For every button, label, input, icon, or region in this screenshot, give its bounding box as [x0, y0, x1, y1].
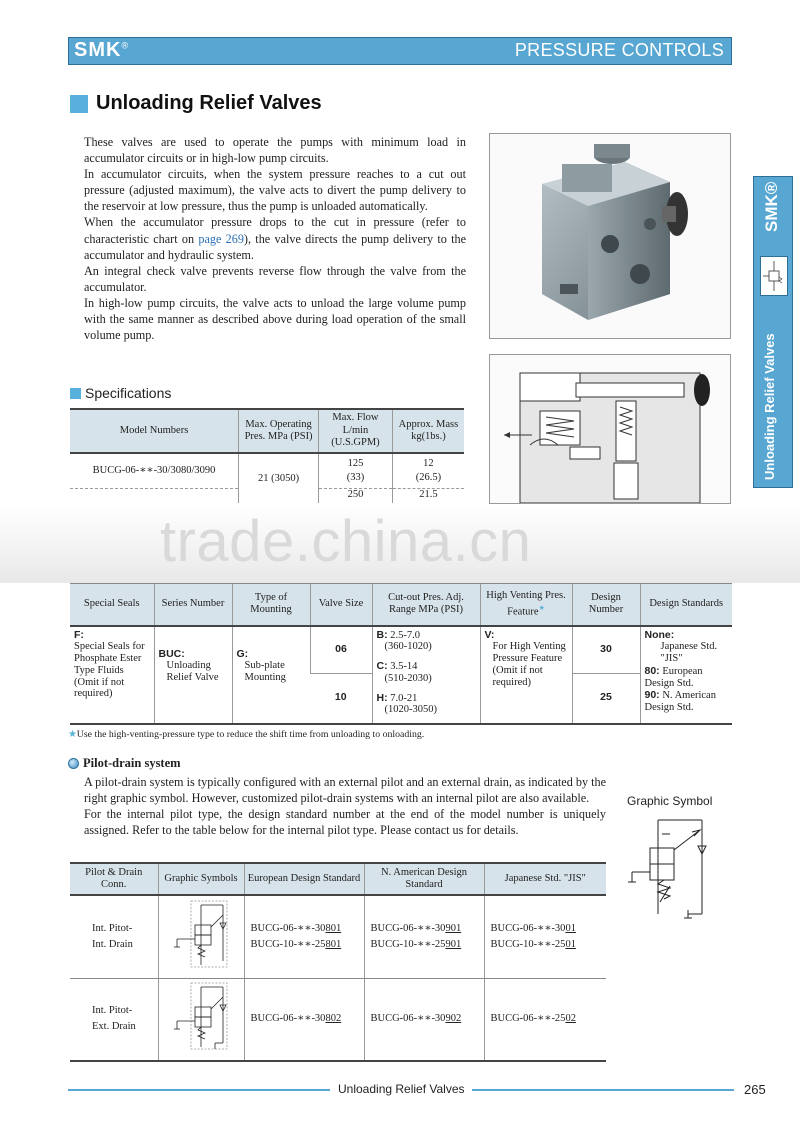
- bullet-icon: [68, 758, 79, 769]
- graphic-symbol-cell: [158, 978, 244, 1061]
- pilot-header: N. American Design Standard: [364, 863, 484, 895]
- pilot-conn-cell: Int. Pitot- Ext. Drain: [70, 978, 158, 1061]
- eu-standard-cell: BUCG-06-∗∗-30801 BUCG-10-∗∗-25801: [244, 895, 364, 978]
- spec-mass: 12 (26.5): [392, 453, 464, 489]
- pilot-drain-paragraph: For the internal pilot type, the design standard number at the end of the model number is uniquely assigned. Refer to the table below for the internal pilot type. Please contact us for details.: [84, 807, 606, 838]
- pilot-drain-paragraph: A pilot-drain system is typically configured with an external pilot and an external drain, as indicated by the right graphic symbol. However, customized pilot-drain systems with an internal pilot are also available.: [84, 775, 606, 806]
- star-icon: ★: [538, 604, 545, 612]
- code-header: Series Number: [154, 584, 232, 626]
- footer-rule: [68, 1089, 330, 1091]
- pilot-header: Pilot & Drain Conn.: [70, 863, 158, 895]
- valve-photo-illustration: [490, 134, 730, 338]
- mounting-cell: G: Sub-plate Mounting: [232, 626, 310, 724]
- code-header: Cut-out Pres. Adj. Range MPa (PSI): [372, 584, 480, 626]
- code-header: High Venting Pres. Feature★: [480, 584, 572, 626]
- pilot-header: Graphic Symbols: [158, 863, 244, 895]
- intro-paragraph: In high-low pump circuits, the valve acts to unload the large volume pump with the same manner as described above during load operation of the small volume pump.: [84, 295, 466, 343]
- pilot-drain-text: [84, 774, 606, 838]
- na-standard-cell: BUCG-06-∗∗-30901 BUCG-10-∗∗-25901: [364, 895, 484, 978]
- sectional-drawing: [489, 354, 731, 504]
- intro-paragraph: An integral check valve prevents reverse flow through the valve from the accumulator.: [84, 263, 466, 294]
- code-header: Design Standards: [640, 584, 732, 626]
- intro-paragraph: In accumulator circuits, when the system pressure reaches to a cut out pressure (adjusted maximum), the valve acts to divert the pump delivery to the reservoir at low pressure, thus the pump is unloaded automatically.: [84, 167, 466, 214]
- brand-logo: SMK®: [74, 39, 130, 61]
- footer-title: Unloading Relief Valves: [338, 1082, 465, 1096]
- side-tab-symbol: [760, 256, 788, 296]
- cross-section-illustration: [490, 355, 730, 503]
- intro-paragraph: When the accumulator pressure drops to the cut in pressure (refer to characteristic chart on page 269), the valve directs the pump delivery to the accumulator and hydraulic system.: [84, 215, 466, 262]
- series-cell: BUC: Unloading Relief Valve: [154, 626, 232, 724]
- valve-symbol-icon: [761, 257, 787, 295]
- design-number-cell: 30: [572, 626, 640, 674]
- spec-header: Model Numbers: [70, 409, 239, 453]
- page-number: 265: [744, 1082, 766, 1097]
- spec-model-blank: [70, 489, 239, 504]
- eu-standard-cell: BUCG-06-∗∗-30802: [244, 978, 364, 1061]
- pilot-header: Japanese Std. "JIS": [484, 863, 606, 895]
- footer-rule: [472, 1089, 734, 1091]
- page-title: Unloading Relief Valves: [96, 92, 322, 114]
- jis-standard-cell: BUCG-06-∗∗-3001 BUCG-10-∗∗-2501: [484, 895, 606, 978]
- pilot-header: European Design Standard: [244, 863, 364, 895]
- title-square-icon: [70, 95, 88, 113]
- range-cell: B: 2.5-7.0 (360-1020) C: 3.5-14 (510-2030) H: 7.0-21 (1020-3050): [372, 626, 480, 724]
- specifications-square-icon: [70, 388, 81, 399]
- venting-cell: V: For High Venting Pressure Feature (Omit if not required): [480, 626, 572, 724]
- spec-header: Max. Flow L/min (U.S.GPM): [319, 409, 393, 453]
- pilot-drain-heading: Pilot-drain system: [83, 756, 181, 770]
- standards-cell: None: Japanese Std. "JIS" 80: European Design Std. 90: N. American Design Std.: [640, 626, 732, 724]
- graphic-symbol-cell: [158, 895, 244, 978]
- valve-size-cell: 06: [310, 626, 372, 674]
- spec-pressure: 21 (3050): [239, 453, 319, 503]
- specifications-heading: Specifications: [85, 385, 172, 401]
- spec-flow: 250: [319, 489, 393, 504]
- intro-paragraph: These valves are used to operate the pumps with minimum load in accumulator circuits or in high-low pump circuits.: [84, 135, 466, 166]
- na-standard-cell: BUCG-06-∗∗-30902: [364, 978, 484, 1061]
- page-reference-link[interactable]: page 269: [198, 231, 244, 246]
- section-title: PRESSURE CONTROLS: [514, 40, 724, 60]
- jis-standard-cell: BUCG-06-∗∗-2502: [484, 978, 606, 1061]
- code-header: Design Number: [572, 584, 640, 626]
- model-code-table: [70, 583, 732, 725]
- spec-header: Max. Operating Pres. MPa (PSI): [239, 409, 319, 453]
- footnote: ★Use the high-venting-pressure type to reduce the shift time from unloading to onloading.: [68, 729, 425, 740]
- side-tab-label: Unloading Relief Valves: [762, 333, 777, 480]
- valve-symbol-icon: [171, 981, 231, 1051]
- spec-model: BUCG-06-∗∗-30/3080/3090: [70, 453, 239, 489]
- design-number-cell: 25: [572, 674, 640, 724]
- spec-mass: 21.5: [392, 489, 464, 504]
- star-icon: ★: [68, 729, 77, 740]
- valve-symbol-icon: [171, 899, 231, 969]
- pilot-drain-table: [70, 862, 606, 1062]
- watermark: trade.china.cn: [160, 509, 532, 574]
- spec-header: Approx. Mass kg(1bs.): [392, 409, 464, 453]
- seals-cell: F: Special Seals for Phosphate Ester Type Fluids (Omit if not required): [70, 626, 154, 724]
- spec-flow: 125 (33): [319, 453, 393, 489]
- intro-text: [84, 134, 466, 343]
- code-header: Valve Size: [310, 584, 372, 626]
- side-tab-brand: SMK®: [762, 181, 781, 232]
- product-photo: [489, 133, 731, 339]
- specifications-table: [70, 408, 464, 503]
- pilot-conn-cell: Int. Pitot- Int. Drain: [70, 895, 158, 978]
- code-header: Type of Mounting: [232, 584, 310, 626]
- code-header: Special Seals: [70, 584, 154, 626]
- graphic-symbol-label: Graphic Symbol: [627, 794, 713, 808]
- valve-size-cell: 10: [310, 674, 372, 724]
- graphic-symbol-icon: [618, 812, 720, 922]
